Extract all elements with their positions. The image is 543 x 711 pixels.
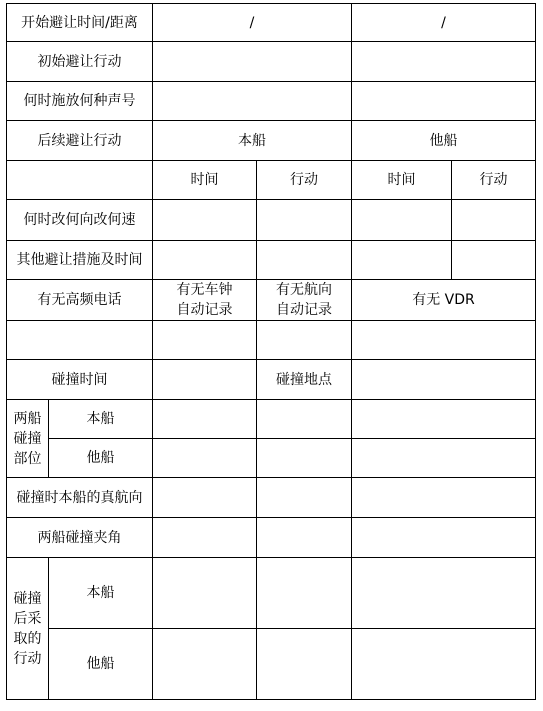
vdr-text: VDR (444, 292, 475, 308)
collision-parts-line1: 两船 (13, 410, 42, 427)
after-collision-group-label (7, 558, 49, 700)
row-start-avoidance (7, 4, 536, 42)
collision-time-label: 碰撞时间 (7, 360, 153, 400)
vdr-label (352, 280, 536, 321)
parts-other-cell-1[interactable] (153, 439, 257, 478)
course-recorder-value[interactable] (257, 321, 352, 360)
row-vhf-phone (7, 280, 536, 321)
other-measures-time-cell[interactable] (352, 241, 452, 280)
after-other-ship-label: 他船 (49, 629, 153, 700)
after-own-ship-label: 本船 (49, 558, 153, 629)
own-course-time-cell[interactable] (153, 200, 257, 241)
course-recorder-label (257, 280, 352, 321)
row-sound-signal (7, 82, 536, 121)
collision-parts-line2: 碰撞 (13, 430, 42, 447)
collision-parts-group-label (7, 400, 49, 478)
row-after-other (7, 629, 536, 700)
true-heading-cell-2[interactable] (257, 478, 352, 518)
after-other-cell-3[interactable] (352, 629, 536, 700)
course-speed-label: 何时改何向改何速 (7, 200, 153, 241)
row-true-heading (7, 478, 536, 518)
other-measures-label: 其他避让措施及时间 (7, 241, 153, 280)
true-heading-label: 碰撞时本船的真航向 (7, 478, 153, 518)
row-subheaders (7, 161, 536, 200)
parts-other-ship-label: 他船 (49, 439, 153, 478)
telegraph-recorder-value[interactable] (153, 321, 257, 360)
blank-label-cell[interactable] (7, 321, 153, 360)
other-sound-signal-cell[interactable] (352, 82, 536, 121)
followup-action-label: 后续避让行动 (7, 121, 153, 161)
true-heading-cell-3[interactable] (352, 478, 536, 518)
after-own-cell-1[interactable] (153, 558, 257, 629)
collision-parts-line3: 部位 (13, 450, 42, 467)
parts-own-cell-2[interactable] (257, 400, 352, 439)
sound-signal-label: 何时施放何种声号 (7, 82, 153, 121)
collision-angle-cell-2[interactable] (257, 518, 352, 558)
row-parts-own (7, 400, 536, 439)
other-course-time-cell[interactable] (352, 200, 452, 241)
own-measures-action-cell[interactable] (257, 241, 352, 280)
other-action-header: 行动 (452, 161, 536, 200)
collision-angle-cell-1[interactable] (153, 518, 257, 558)
own-ship-header: 本船 (153, 121, 352, 161)
collision-place-label: 碰撞地点 (257, 360, 352, 400)
row-followup-action (7, 121, 536, 161)
own-start-value[interactable]: / (153, 4, 352, 42)
parts-own-cell-1[interactable] (153, 400, 257, 439)
telegraph-recorder-line1: 有无车钟 (176, 282, 233, 298)
telegraph-recorder-line2: 自动记录 (176, 302, 233, 318)
other-initial-action-cell[interactable] (352, 42, 536, 82)
start-avoidance-label: 开始避让时间/距离 (7, 4, 153, 42)
row-blank (7, 321, 536, 360)
parts-other-cell-3[interactable] (352, 439, 536, 478)
true-heading-cell-1[interactable] (153, 478, 257, 518)
after-other-cell-1[interactable] (153, 629, 257, 700)
parts-own-ship-label: 本船 (49, 400, 153, 439)
other-course-action-cell[interactable] (452, 200, 536, 241)
collision-angle-label: 两船碰撞夹角 (7, 518, 153, 558)
after-collision-line1: 碰撞 (13, 590, 42, 607)
course-recorder-line2: 自动记录 (276, 302, 332, 318)
row-collision-time-place (7, 360, 536, 400)
own-measures-time-cell[interactable] (153, 241, 257, 280)
row-course-speed (7, 200, 536, 241)
row-parts-other (7, 439, 536, 478)
after-own-cell-3[interactable] (352, 558, 536, 629)
after-collision-line2: 后采 (13, 610, 42, 627)
blank-subheader-cell (7, 161, 153, 200)
vdr-prefix: 有无 (412, 292, 441, 308)
other-measures-action-cell[interactable] (452, 241, 536, 280)
after-collision-line3: 取的 (13, 630, 42, 647)
row-initial-action (7, 42, 536, 82)
collision-report-form (6, 3, 536, 700)
initial-action-label: 初始避让行动 (7, 42, 153, 82)
own-sound-signal-cell[interactable] (153, 82, 352, 121)
row-collision-angle (7, 518, 536, 558)
row-after-own (7, 558, 536, 629)
other-time-header: 时间 (352, 161, 452, 200)
other-ship-header: 他船 (352, 121, 536, 161)
vdr-value[interactable] (352, 321, 536, 360)
collision-time-value[interactable] (153, 360, 257, 400)
parts-own-cell-3[interactable] (352, 400, 536, 439)
after-collision-line4: 行动 (13, 650, 42, 667)
own-time-header: 时间 (153, 161, 257, 200)
course-recorder-line1: 有无航向 (276, 282, 332, 298)
collision-place-value[interactable] (352, 360, 536, 400)
after-other-cell-2[interactable] (257, 629, 352, 700)
telegraph-recorder-label (153, 280, 257, 321)
row-other-measures (7, 241, 536, 280)
after-own-cell-2[interactable] (257, 558, 352, 629)
collision-angle-cell-3[interactable] (352, 518, 536, 558)
parts-other-cell-2[interactable] (257, 439, 352, 478)
own-course-action-cell[interactable] (257, 200, 352, 241)
own-initial-action-cell[interactable] (153, 42, 352, 82)
own-action-header: 行动 (257, 161, 352, 200)
vhf-phone-label: 有无高频电话 (7, 280, 153, 321)
other-start-value[interactable]: / (352, 4, 536, 42)
